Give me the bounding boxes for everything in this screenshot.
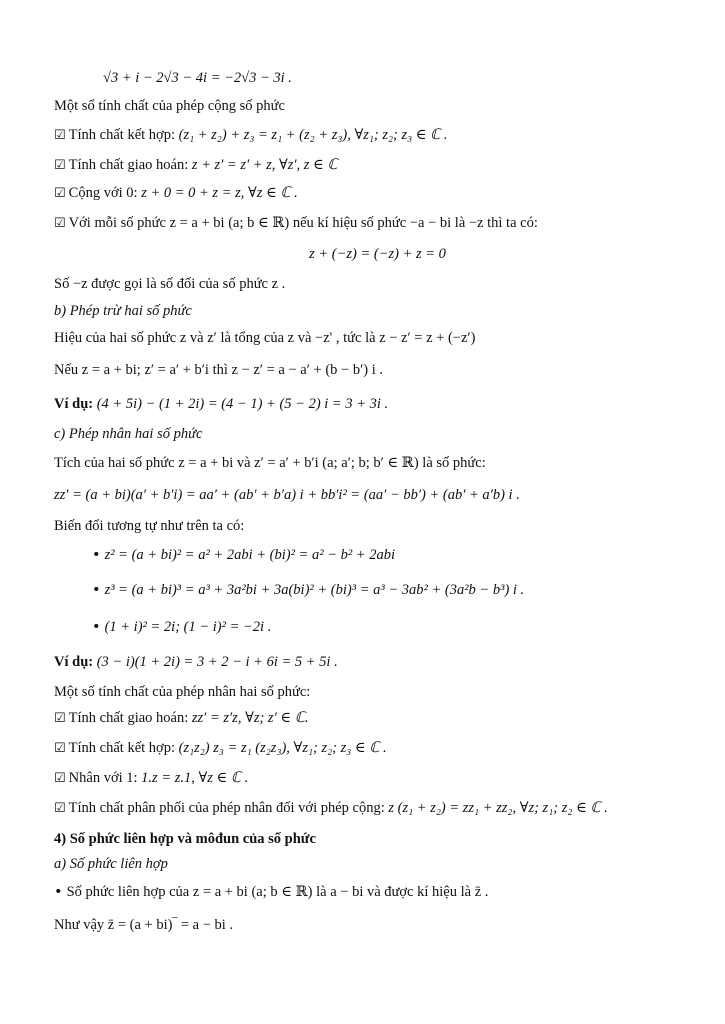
paragraph: Biến đổi tương tự như trên ta có: bbox=[54, 518, 245, 534]
property-item: ☑ Tính chất kết hợp: (z₁ + z₂) + z₃ = z₁ + (z₂ + z₃), ∀z₁; z₂; z₃ ∈ ℂ . bbox=[54, 127, 448, 143]
checkbox-icon: ☑ bbox=[54, 158, 66, 173]
checkbox-icon: ☑ bbox=[54, 128, 66, 143]
checkbox-icon: ☑ bbox=[54, 741, 66, 756]
checkbox-icon: ☑ bbox=[54, 216, 66, 231]
property-item: ☑ Tính chất giao hoán: zz′ = z′z, ∀z; z′ ∈ ℂ. bbox=[54, 710, 309, 726]
paragraph: Hiệu của hai số phức z và z′ là tổng của z và −z' , tức là z − z′ = z + (−z′) bbox=[54, 330, 476, 346]
section-heading: 4) Số phức liên hợp và môđun của số phức bbox=[54, 831, 316, 847]
example-line: Ví dụ: (4 + 5i) − (1 + 2i) = (4 − 1) + (5 − 2) i = 3 + 3i . bbox=[54, 396, 389, 412]
section-text: Một số tính chất của phép nhân hai số phức: bbox=[54, 684, 311, 700]
checkbox-icon: ☑ bbox=[54, 771, 66, 786]
bullet-item: • z² = (a + bi)² = a² + 2abi + (bi)² = a² − b² + 2abi bbox=[92, 547, 395, 563]
bullet-icon: • bbox=[92, 619, 101, 635]
paragraph: Tích của hai số phức z = a + bi và z′ = a′ + b′i (a; a′; b; b′ ∈ ℝ) là số phức: bbox=[54, 455, 486, 471]
equation-line: z + (−z) = (−z) + z = 0 bbox=[309, 246, 446, 262]
property-item: ☑ Tính chất giao hoán: z + z' = z' + z, ∀z', z ∈ ℂ bbox=[54, 157, 338, 173]
paragraph: Nếu z = a + bi; z′ = a′ + b′i thì z − z′ = a − a′ + (b − b′) i . bbox=[54, 362, 383, 378]
property-item: ☑ Nhân với 1: 1.z = z.1, ∀z ∈ ℂ . bbox=[54, 770, 249, 786]
property-item: ☑ Cộng với 0: z + 0 = 0 + z = z, ∀z ∈ ℂ . bbox=[54, 185, 298, 201]
subsection-heading: c) Phép nhân hai số phức bbox=[54, 426, 203, 442]
checkbox-icon: ☑ bbox=[54, 711, 66, 726]
subsection-heading: a) Số phức liên hợp bbox=[54, 856, 168, 872]
property-item: ☑ Với mỗi số phức z = a + bi (a; b ∈ ℝ) nếu kí hiệu số phức −a − bi là −z thì ta có: bbox=[54, 215, 538, 231]
equation-line: √3 + i − 2√3 − 4i = −2√3 − 3i . bbox=[103, 70, 292, 86]
paragraph: Như vậy z̄ = (a + bi)‾ = a − bi . bbox=[54, 917, 234, 933]
example-line: Ví dụ: (3 − i)(1 + 2i) = 3 + 2 − i + 6i = 5 + 5i . bbox=[54, 654, 338, 670]
bullet-icon: • bbox=[92, 547, 101, 563]
bullet-icon: • bbox=[54, 884, 63, 900]
property-item: ☑ Tính chất phân phối của phép nhân đối với phép cộng: z (z₁ + z₂) = zz₁ + zz₂, ∀z; z₁; z₂ ∈ ℂ . bbox=[54, 800, 608, 816]
subsection-heading: b) Phép trừ hai số phức bbox=[54, 303, 192, 319]
checkbox-icon: ☑ bbox=[54, 801, 66, 816]
bullet-paragraph: • Số phức liên hợp của z = a + bi (a; b ∈ ℝ) là a − bi và được kí hiệu là z̄ . bbox=[54, 884, 489, 900]
paragraph: Số −z được gọi là số đối của số phức z . bbox=[54, 276, 286, 292]
bullet-item: • (1 + i)² = 2i; (1 − i)² = −2i . bbox=[92, 619, 272, 635]
checkbox-icon: ☑ bbox=[54, 186, 66, 201]
property-item: ☑ Tính chất kết hợp: (z₁z₂) z₃ = z₁ (z₂z₃), ∀z₁; z₂; z₃ ∈ ℂ . bbox=[54, 740, 387, 756]
section-text: Một số tính chất của phép cộng số phức bbox=[54, 98, 285, 114]
bullet-icon: • bbox=[92, 582, 101, 598]
equation-line: zz′ = (a + bi)(a′ + b′i) = aa′ + (ab′ + b′a) i + bb′i² = (aa′ − bb′) + (ab′ + a′b) i . bbox=[54, 487, 520, 503]
bullet-item: • z³ = (a + bi)³ = a³ + 3a²bi + 3a(bi)² + (bi)³ = a³ − 3ab² + (3a²b − b³) i . bbox=[92, 582, 525, 598]
